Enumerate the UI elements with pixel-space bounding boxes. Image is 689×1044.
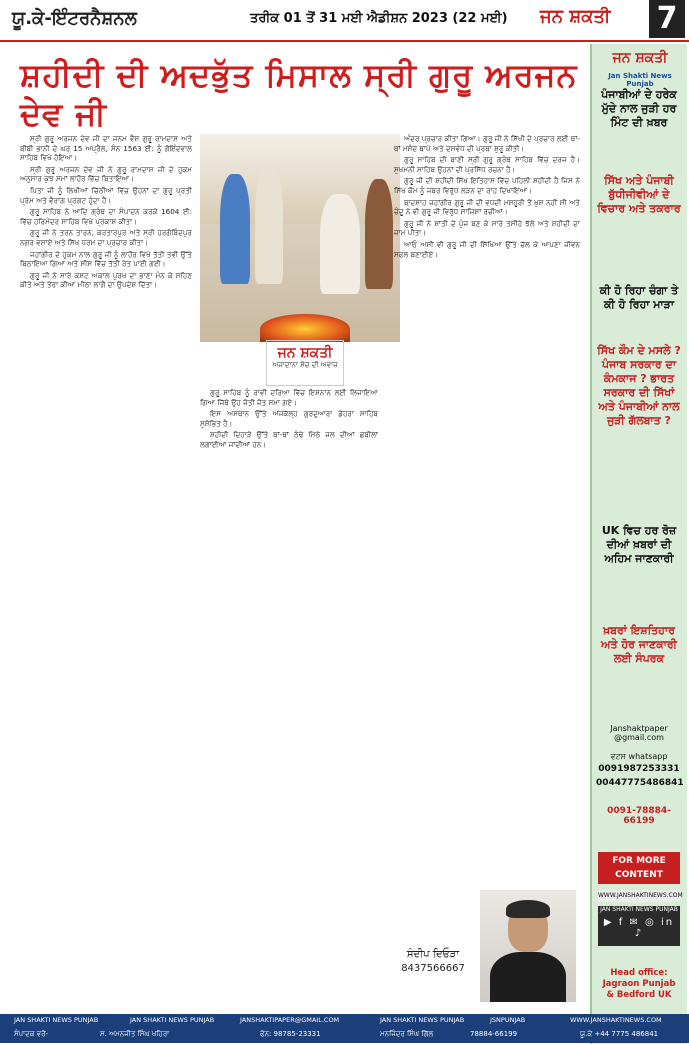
- sidebar-tagline-6: ਖ਼ਬਰਾਂ ਇਸ਼ਤਿਹਾਰ ਅਤੇ ਹੋਰ ਜਾਣਕਾਰੀ ਲਈ ਸੰਪਰਕ: [600, 624, 677, 665]
- paragraph: ਗੁਰੂ ਜੀ ਨੇ ਸਾਰੇ ਕਸ਼ਟ ਅਕਾਲ ਪੁਰਖ ਦਾ ਭਾਣਾ ਮੰਨ ਕੇ ਸਹਿਣ ਕੀਤੇ ਅਤੇ ਤੇਰਾ ਕੀਆ ਮੀਠਾ ਲਾਗੈ ਦਾ ਉਪਦੇਸ਼ ਦਿੱਤਾ।: [20, 270, 192, 290]
- whatsapp-label: ਵਟਸ whatsapp: [610, 752, 668, 761]
- author-byline: [393, 948, 473, 976]
- twitter-link[interactable]: JSNPUNJAB: [490, 1016, 526, 1024]
- author-phone: 8437566667: [401, 963, 465, 974]
- paragraph: ਜਹਾਂਗੀਰ ਦੇ ਹੁਕਮ ਨਾਲ ਗੁਰੂ ਜੀ ਨੂੰ ਲਾਹੌਰ ਵਿਖੇ ਤੱਤੀ ਤਵੀ ਉੱਤੇ ਬਿਠਾਇਆ ਗਿਆ ਅਤੇ ਸੀਸ ਵਿੱਚ ਤੱਤੀ ਰੇਤ ਪਾਈ ਗਈ।: [20, 249, 192, 269]
- inline-logo-subtitle: ਅਜਾਦਾਨਾ ਸੋਚ ਦੀ ਅਵਾਜ਼: [272, 361, 338, 369]
- paragraph: ਸ਼ਹੀਦੀ ਦਿਹਾੜੇ ਉੱਤੇ ਥਾਂ-ਥਾਂ ਠੰਢੇ ਮਿੱਠੇ ਜਲ ਦੀਆਂ ਛਬੀਲਾਂ ਲਗਾਈਆਂ ਜਾਂਦੀਆਂ ਹਨ।: [200, 430, 378, 449]
- article-column-2: [200, 388, 378, 1004]
- contact-email[interactable]: Janshaktpaper @gmail.com: [610, 724, 668, 742]
- head-office: Head office: Jagraon Punjab & Bedford UK: [602, 968, 676, 1000]
- page-header: [0, 0, 689, 42]
- article-column-3: [394, 134, 580, 884]
- website-footer-link[interactable]: WWW.JANSHAKTINEWS.COM: [570, 1016, 662, 1024]
- sidebar-logo: ਜਨ ਸ਼ਕਤੀ: [612, 50, 668, 66]
- more-content-banner: FOR MORE CONTENT: [598, 852, 680, 884]
- page-footer: [0, 1014, 689, 1043]
- author-photo: [480, 890, 576, 1002]
- paragraph: ਗੁਰੂ ਸਾਹਿਬ ਦੀ ਬਾਣੀ ਸ੍ਰੀ ਗੁਰੂ ਗ੍ਰੰਥ ਸਾਹਿਬ ਵਿੱਚ ਦਰਜ ਹੈ। ਸੁਖਮਨੀ ਸਾਹਿਬ ਉਹਨਾਂ ਦੀ ਪ੍ਰਸਿੱਧ ਰਚਨਾ ਹੈ।: [394, 155, 580, 174]
- article-column-1: [20, 134, 192, 1004]
- edition-date: ਤਰੀਕ 01 ਤੋਂ 31 ਮਈ ਐਡੀਸ਼ਨ 2023 (22 ਮਈ): [250, 11, 508, 26]
- inline-logo-title: ਜਨ ਸ਼ਕਤੀ: [277, 345, 333, 361]
- sidebar-tagline-4: ਸਿੱਖ ਕੌਮ ਦੇ ਮਸਲੇ ? ਪੰਜਾਬ ਸਰਕਾਰ ਦਾ ਕੰਮਕਾਜ ? ਭਾਰਤ ਸਰਕਾਰ ਦੀ ਸਿੱਖਾਂ ਅਤੇ ਪੰਜਾਬੀਆਂ ਨਾਲ ਜੁੜੀ ਗੱਲਬਾਤ ?: [597, 344, 681, 427]
- paragraph: ਗੁਰੂ ਸਾਹਿਬ ਨੂੰ ਰਾਵੀ ਦਰਿਆ ਵਿੱਚ ਇਸ਼ਨਾਨ ਲਈ ਲਿਜਾਇਆ ਗਿਆ ਜਿੱਥੇ ਉਹ ਜੋਤੀ ਜੋਤ ਸਮਾ ਗਏ।: [200, 388, 378, 407]
- social-panel: [598, 906, 680, 946]
- social-panel-title: JAN SHAKTI NEWS PUNJAB: [600, 906, 678, 913]
- article-headline: ਸ਼ਹੀਦੀ ਦੀ ਅਦਭੁੱਤ ਮਿਸਾਲ ਸ੍ਰੀ ਗੁਰੂ ਅਰਜਨ ਦੇਵ ਜੀ: [20, 56, 578, 133]
- footer-contacts: [0, 1030, 689, 1042]
- sidebar-subtitle: Jan Shakti News Punjab: [608, 72, 672, 88]
- sidebar: [590, 44, 687, 1044]
- figure: [320, 194, 360, 294]
- paragraph: ਆਓ ਅਸੀਂ ਵੀ ਗੁਰੂ ਜੀ ਦੀ ਸਿੱਖਿਆ ਉੱਤੇ ਚੱਲ ਕੇ ਆਪਣਾ ਜੀਵਨ ਸਫਲ ਬਣਾਈਏ।: [394, 239, 580, 259]
- manager-phone: 78884-66199: [470, 1030, 518, 1038]
- paragraph: ਗੁਰੂ ਸਾਹਿਬ ਨੇ ਆਦਿ ਗ੍ਰੰਥ ਦਾ ਸੰਪਾਦਨ ਕਰਕੇ 1604 ਈ: ਵਿੱਚ ਹਰਿਮੰਦਰ ਸਾਹਿਬ ਵਿਖੇ ਪ੍ਰਕਾਸ਼ ਕੀਤਾ।: [20, 207, 192, 226]
- editor-phone: ਫੋਨ: 98785-23331: [260, 1030, 321, 1038]
- paragraph: ਸ੍ਰੀ ਗੁਰੂ ਅਰਜਨ ਦੇਵ ਜੀ ਦਾ ਜਨਮ ਵੈਸ਼ ਗੁਰੂ ਰਾਮਦਾਸ ਅਤੇ ਬੀਬੀ ਭਾਨੀ ਦੇ ਘਰ 15 ਅਪ੍ਰੈਲ, ਸੰਨ 1563 ਈ: ਨੂੰ ਗੋਇੰਦਵਾਲ ਸਾਹਿਬ ਵਿਖੇ ਹੋਇਆ।: [20, 134, 192, 163]
- figure: [365, 179, 393, 289]
- page-number: 7: [649, 0, 685, 38]
- fire: [260, 314, 350, 342]
- paragraph: ਸ੍ਰੀ ਗੁਰੂ ਅਰਜਨ ਦੇਵ ਜੀ ਨੇ ਗੁਰੂ ਰਾਮਦਾਸ ਜੀ ਦੇ ਹੁਕਮ ਅਨੁਸਾਰ ਕੁਝ ਸਮਾਂ ਲਾਹੌਰ ਵਿੱਚ ਬਿਤਾਇਆ।: [20, 164, 192, 184]
- social-icons[interactable]: ▶ f ✉ ◎ in ♪: [603, 917, 675, 939]
- sidebar-tagline-2: ਸਿੱਖ ਅਤੇ ਪੰਜਾਬੀ ਬੁੱਧੀਜੀਵੀਆਂ ਦੇ ਵਿਚਾਰ ਅਤੇ ਤਕਰਾਰ: [597, 174, 681, 215]
- youtube-link[interactable]: JAN SHAKTI NEWS PUNJAB: [14, 1016, 99, 1024]
- uk-phone: ਯੂ.ਕੇ +44 7775 486841: [580, 1030, 659, 1038]
- section-title: ਯੂ.ਕੇ-ਇੰਟਰਨੈਸ਼ਨਲ: [12, 8, 137, 29]
- email-link[interactable]: JANSHAKTIPAPER@GMAIL.COM: [240, 1016, 340, 1024]
- figure: [255, 164, 283, 284]
- footer-links: [0, 1016, 689, 1028]
- sidebar-tagline-5: UK ਵਿਚ ਹਰ ਰੋਜ਼ ਦੀਆਂ ਖ਼ਬਰਾਂ ਦੀ ਅਹਿਮ ਜਾਣਕਾਰੀ: [601, 524, 677, 565]
- paragraph: ਗੁਰੂ ਜੀ ਨੇ ਸ਼ਾਂਤੀ ਦੇ ਪੁੰਜ ਬਣ ਕੇ ਸਾਰੇ ਤਸੀਹੇ ਝੱਲੇ ਅਤੇ ਸ਼ਹੀਦੀ ਦਾ ਜਾਮ ਪੀਤਾ।: [394, 218, 580, 238]
- paragraph: ਅੰਦਰ ਪ੍ਰਚਾਰ ਕੀਤਾ ਗਿਆ। ਗੁਰੂ ਜੀ ਨੇ ਸਿੱਖੀ ਦੇ ਪ੍ਰਚਾਰ ਲਈ ਥਾਂ-ਥਾਂ ਮਸੰਦ ਥਾਪੇ ਅਤੇ ਦਸਵੰਧ ਦੀ ਪ੍ਰਥਾ ਸ਼ੁਰੂ ਕੀਤੀ।: [394, 134, 580, 153]
- paragraph: ਗੁਰੂ ਜੀ ਨੇ ਤਰਨ ਤਾਰਨ, ਕਰਤਾਰਪੁਰ ਅਤੇ ਸ੍ਰੀ ਹਰਗੋਬਿੰਦਪੁਰ ਨਗਰ ਵਸਾਏ ਅਤੇ ਸਿੱਖ ਧਰਮ ਦਾ ਪ੍ਰਚਾਰ ਕੀਤਾ।: [20, 228, 192, 247]
- masthead-logo: ਜਨ ਸ਼ਕਤੀ: [540, 6, 611, 27]
- author-name: ਸੰਦੀਪ ਦਿਓੜਾ: [406, 949, 460, 960]
- website-link[interactable]: WWW.JANSHAKTINEWS.COM: [598, 890, 680, 902]
- paragraph: ਪਿਤਾ ਜੀ ਨੂੰ ਲਿਖੀਆਂ ਚਿੱਠੀਆਂ ਵਿੱਚ ਉਹਨਾਂ ਦਾ ਗੁਰੂ ਪ੍ਰਤੀ ਪ੍ਰੇਮ ਅਤੇ ਵੈਰਾਗ ਪ੍ਰਗਟ ਹੁੰਦਾ ਹੈ।: [20, 185, 192, 205]
- paragraph: ਗੁਰੂ ਜੀ ਦੀ ਸ਼ਹੀਦੀ ਸਿੱਖ ਇਤਿਹਾਸ ਵਿੱਚ ਪਹਿਲੀ ਸ਼ਹੀਦੀ ਹੈ ਜਿਸ ਨੇ ਸਿੱਖ ਕੌਮ ਨੂੰ ਜਬਰ ਵਿਰੁੱਧ ਲੜਨ ਦਾ ਰਾਹ ਦਿਖਾਇਆ।: [394, 176, 580, 195]
- sidebar-tagline-1: ਪੰਜਾਬੀਆਂ ਦੇ ਹਰੇਕ ਮੁੱਦੇ ਨਾਲ ਜੁੜੀ ਹਰ ਮਿੰਟ ਦੀ ਖ਼ਬਰ: [601, 88, 677, 129]
- guru-arjan-dev-illustration: [200, 134, 400, 342]
- contact-phone-india: 0091987253331: [598, 764, 680, 774]
- manager-name: ਮਨਜਿੰਦਰ ਸਿੰਘ ਗਿੱਲ: [380, 1030, 434, 1038]
- instagram-link[interactable]: JAN SHAKTI NEWS PUNJAB: [380, 1016, 465, 1024]
- editor-name: ਸ. ਅਮਨਜੀਤ ਸਿੰਘ ਖਹਿਰਾ: [100, 1030, 170, 1038]
- facebook-link[interactable]: JAN SHAKTI NEWS PUNJAB: [130, 1016, 215, 1024]
- contact-phone-uk: 00447775486841: [596, 778, 684, 788]
- inline-logo: [266, 340, 344, 386]
- contact-phone-3: 0091-78884-66199: [607, 806, 671, 826]
- editor-label: ਸੰਪਾਦਕ ਵਰੋਂ-: [14, 1030, 49, 1038]
- sidebar-tagline-3: ਕੀ ਹੋ ਰਿਹਾ ਚੰਗਾ ਤੇ ਕੀ ਹੋ ਰਿਹਾ ਮਾੜਾ: [599, 284, 679, 311]
- figure: [220, 174, 250, 284]
- paragraph: ਇਸ ਅਸਥਾਨ ਉੱਤੇ ਅੱਜਕੱਲ੍ਹ ਗੁਰਦੁਆਰਾ ਡੇਹਰਾ ਸਾਹਿਬ ਸੁਸ਼ੋਭਿਤ ਹੈ।: [200, 409, 378, 428]
- paragraph: ਬਾਦਸ਼ਾਹ ਜਹਾਂਗੀਰ ਗੁਰੂ ਜੀ ਦੀ ਵਧਦੀ ਮਸ਼ਹੂਰੀ ਤੋਂ ਖ਼ੁਸ਼ ਨਹੀਂ ਸੀ ਅਤੇ ਚੰਦੂ ਨੇ ਵੀ ਗੁਰੂ ਜੀ ਵਿਰੁੱਧ ਸਾਜ਼ਿਸ਼ਾਂ ਰਚੀਆਂ।: [394, 197, 580, 217]
